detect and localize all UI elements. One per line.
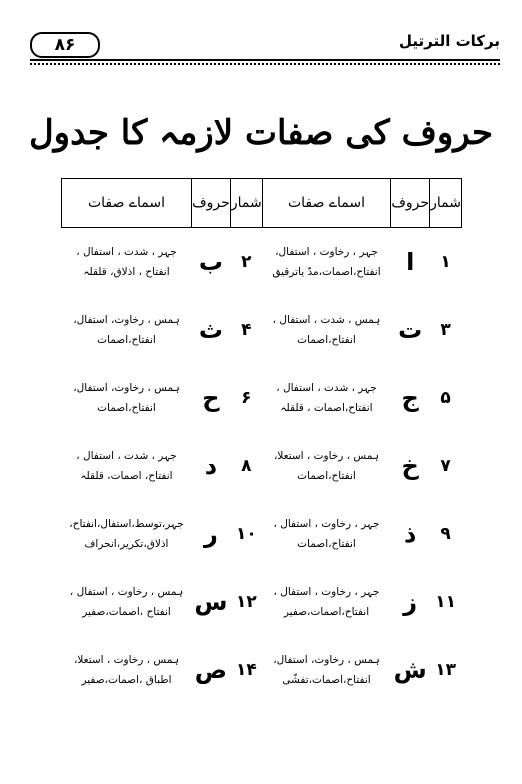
- row-number: ۱: [440, 252, 451, 272]
- header-rule: [30, 59, 500, 61]
- letter-cell: ذ: [404, 520, 417, 548]
- letter-cell: ح: [202, 384, 220, 412]
- table-row: [62, 568, 462, 636]
- attribute-line: انفتاح،اصمات،تفشّی: [282, 674, 371, 686]
- column-header-number: شمار: [230, 179, 262, 228]
- attribute-line: جہر ، شدت ، استفال ،: [76, 246, 177, 258]
- attribute-line: انفتاح،اصمات: [297, 334, 356, 346]
- attribute-line: انفتاح،اصمات: [297, 470, 356, 482]
- attribute-line: انفتاح،اصمات: [97, 402, 156, 414]
- attribute-line: جہر ، رخاوت ، استفال ،: [273, 518, 380, 530]
- row-number: ۱۳: [435, 660, 456, 680]
- row-number: ۱۰: [235, 524, 257, 544]
- letter-cell: ث: [198, 316, 224, 344]
- letter-cell: ر: [204, 520, 218, 548]
- attribute-line: جہر ، شدت ، استفال ،: [276, 382, 377, 394]
- attributes-table: [61, 178, 462, 704]
- column-header-attributes: اسماے صفات: [262, 179, 390, 228]
- attribute-line: اطباق ،اصمات،صفیر: [81, 674, 172, 686]
- letter-cell: ب: [198, 248, 224, 276]
- letter-cell: س: [194, 588, 228, 616]
- table-row: [62, 296, 462, 364]
- attribute-line: ہمس ، شدت ، استفال ،: [272, 314, 381, 326]
- attribute-line: ہمس ، رخاوت ، استعلا،: [73, 654, 180, 666]
- attribute-line: انفتاح ، اذلاق، قلقلہ: [83, 266, 170, 278]
- attribute-line: ہمس ، رخاوت، استفال،: [273, 654, 380, 666]
- table-row: [62, 500, 462, 568]
- table-row: [62, 364, 462, 432]
- attribute-line: ہمس ، رخاوت ، استفال ،: [69, 586, 184, 598]
- attribute-line: انفتاح،اصمات ، قلقلہ: [280, 402, 373, 414]
- attributes-cell: [262, 296, 390, 364]
- row-number: ۲: [241, 252, 252, 272]
- row-number: ۵: [440, 388, 451, 408]
- attributes-cell: [62, 228, 192, 297]
- attribute-line: جہر ، رخاوت ، استفال،: [275, 246, 378, 258]
- column-header-letters: حروف: [192, 179, 231, 228]
- row-number: ۱۴: [235, 660, 257, 680]
- table-row: [62, 432, 462, 500]
- row-number: ۱۱: [435, 592, 456, 612]
- attribute-line: جہر،توسط،استفال،انفتاح،: [69, 518, 184, 530]
- book-title: برکات الترتیل: [399, 32, 500, 50]
- attributes-cell: [262, 636, 390, 704]
- attributes-cell: [62, 364, 192, 432]
- page-title: حروف کی صفات لازمہ کا جدول: [28, 113, 494, 153]
- attributes-cell: [62, 636, 192, 704]
- letter-cell: ش: [393, 656, 427, 684]
- attributes-cell: [262, 364, 390, 432]
- letter-cell: ت: [398, 316, 423, 344]
- letter-cell: ص: [194, 656, 228, 684]
- row-number: ۹: [440, 524, 451, 544]
- letter-cell: د: [204, 452, 218, 480]
- row-number: ۱۲: [235, 592, 257, 612]
- attribute-line: ہمس ، رخاوت ، استعلا،: [273, 450, 380, 462]
- attribute-line: انفتاح،اصمات،مدّ یاترقیق: [272, 266, 381, 278]
- attributes-cell: [62, 500, 192, 568]
- letter-cell: ا: [406, 248, 415, 276]
- table-row: [62, 228, 462, 297]
- page-header: [30, 30, 500, 64]
- row-number: ۳: [440, 320, 451, 340]
- column-header-number: شمار: [430, 179, 462, 228]
- row-number: ۷: [440, 456, 451, 476]
- attribute-line: انفتاح،اصمات: [97, 334, 156, 346]
- attributes-cell: [62, 432, 192, 500]
- attribute-line: ہمس ، رخاوت، استفال،: [73, 314, 180, 326]
- attributes-cell: [62, 296, 192, 364]
- attribute-line: جہر ، شدت ، استفال ،: [76, 450, 177, 462]
- row-number: ۴: [241, 320, 252, 340]
- attributes-cell: [262, 568, 390, 636]
- row-number: ۸: [241, 456, 252, 476]
- column-header-attributes: اسماے صفات: [62, 179, 192, 228]
- attribute-line: انفتاح ،اصمات،صفیر: [82, 606, 171, 618]
- column-header-letters: حروف: [391, 179, 430, 228]
- attribute-line: جہر ، رخاوت ، استفال ،: [273, 586, 380, 598]
- row-number: ۶: [241, 388, 252, 408]
- attributes-cell: [262, 228, 390, 297]
- attributes-cell: [262, 432, 390, 500]
- attributes-cell: [262, 500, 390, 568]
- attribute-line: انفتاح، اصمات، قلقلہ: [80, 470, 173, 482]
- page-number-badge: ۸۶: [30, 32, 100, 58]
- header-dotted-rule: [30, 63, 500, 65]
- attributes-cell: [62, 568, 192, 636]
- attribute-line: انفتاح،اصمات،صفیر: [283, 606, 370, 618]
- letter-cell: خ: [401, 452, 419, 480]
- letter-cell: ز: [403, 588, 418, 616]
- attribute-line: انفتاح،اصمات: [297, 538, 356, 550]
- letter-cell: ج: [401, 384, 419, 412]
- table-row: [62, 636, 462, 704]
- attribute-line: اذلاق،تکریر،انحراف: [84, 538, 169, 550]
- table-header-row: [62, 179, 462, 228]
- attribute-line: ہمس ، رخاوت، استفال،: [73, 382, 180, 394]
